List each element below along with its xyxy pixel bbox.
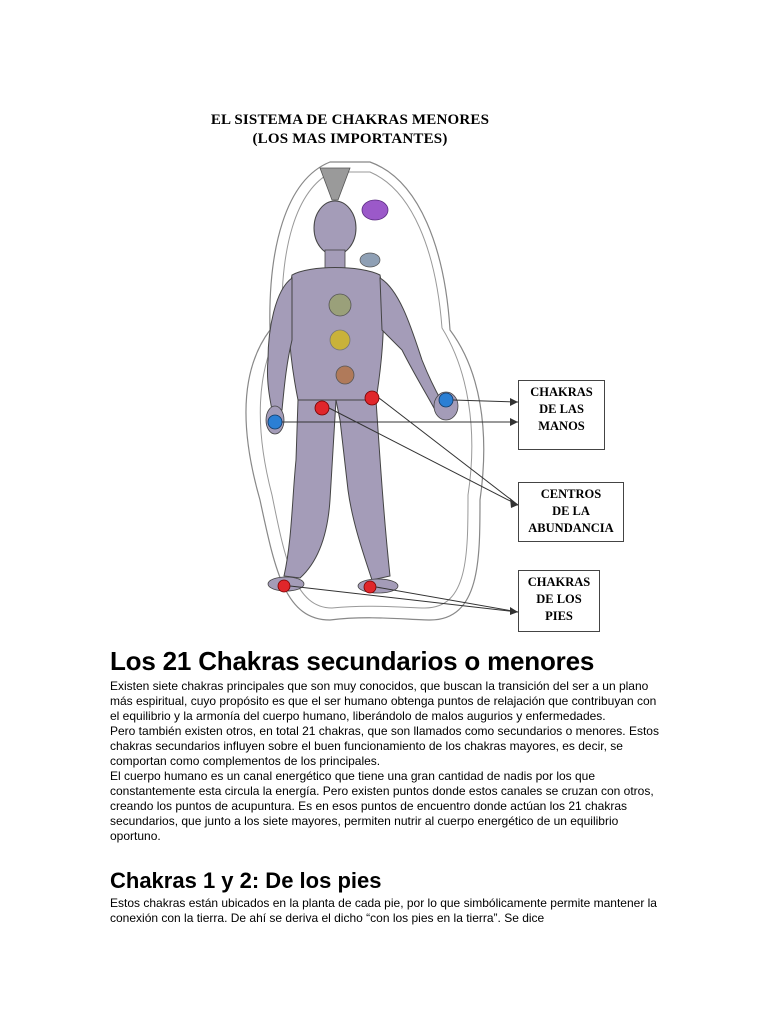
figure-title: EL SISTEMA DE CHAKRAS MENORES xyxy=(210,112,490,128)
callout-abundance-line2: DE LA xyxy=(552,504,590,518)
head xyxy=(314,201,356,255)
callout-abundance-line3: ABUNDANCIA xyxy=(528,521,614,535)
article-body xyxy=(110,679,662,844)
feet-point-right xyxy=(364,581,376,593)
callout-hands xyxy=(518,380,605,450)
paragraph-1: Existen siete chakras principales que son muy conocidos, que buscan la transición del ser a un plano más espiritual, cuyo propósito es que el ser humano obtenga puntos de relajación que contribuyan con el equilibrio y la armonía del cuerpo humano, liberándolo de malos augurios y enfermedades. xyxy=(110,679,657,723)
callout-hands-line2: DE LAS xyxy=(539,402,584,416)
callout-hands-line1: CHAKRAS xyxy=(530,385,593,399)
callout-feet-line1: CHAKRAS xyxy=(527,575,591,589)
figure-subtitle: (LOS MAS IMPORTANTES) xyxy=(252,131,448,147)
abundance-point-left xyxy=(315,401,329,415)
right-arm xyxy=(380,278,442,408)
neck xyxy=(325,250,345,268)
hand-point-left xyxy=(268,415,282,429)
chakra-figure xyxy=(180,100,640,640)
callout-abundance-line1: CENTROS xyxy=(540,487,602,501)
right-leg xyxy=(336,400,390,580)
hand-point-right xyxy=(439,393,453,407)
feet-section-body xyxy=(110,896,662,926)
heart-chakra xyxy=(329,294,351,316)
crown-chakra xyxy=(320,168,350,200)
article-heading: Los 21 Chakras secundarios o menores xyxy=(110,646,595,676)
left-leg xyxy=(284,400,336,578)
paragraph-3: El cuerpo humano es un canal energético que tiene una gran cantidad de nadis por los que constantemente esta circula la energía. Pero existen puntos donde estos canales se cruzan con otros, creando los puntos de acupuntura. Es en esos puntos de encuentro donde actúan los 21 chakras secundarios, que junto a los siete mayores, permiten nutrir al cuerpo energético de un equilibrio oportuno. xyxy=(110,769,654,843)
feet-point-left xyxy=(278,580,290,592)
solar-plexus-chakra xyxy=(330,330,350,350)
callout-feet-line2: DE LOS xyxy=(536,592,582,606)
callout-abundance xyxy=(518,482,624,542)
callout-feet-line3: PIES xyxy=(545,609,573,623)
paragraph-4: Estos chakras están ubicados en la planta de cada pie, por lo que simbólicamente permite mantener la conexión con la tierra. De ahí se deriva el dicho “con los pies en la tierra”. Se dice xyxy=(110,896,657,925)
abundance-point-right xyxy=(365,391,379,405)
left-arm xyxy=(267,278,292,410)
arrowheads xyxy=(510,398,518,615)
callout-feet xyxy=(518,570,600,632)
section-heading-feet: Chakras 1 y 2: De los pies xyxy=(110,868,382,893)
paragraph-2: Pero también existen otros, en total 21 chakras, que son llamados como secundarios o menores. Estos chakras secundarios influyen sobre el buen funcionamiento de los chakras mayores, es decir, se comportan como complementos de los principales. xyxy=(110,724,659,768)
callout-hands-line3: MANOS xyxy=(538,419,585,433)
sacral-chakra xyxy=(336,366,354,384)
throat-chakra xyxy=(360,253,380,267)
third-eye-chakra xyxy=(362,200,388,220)
body-illustration xyxy=(180,100,640,640)
